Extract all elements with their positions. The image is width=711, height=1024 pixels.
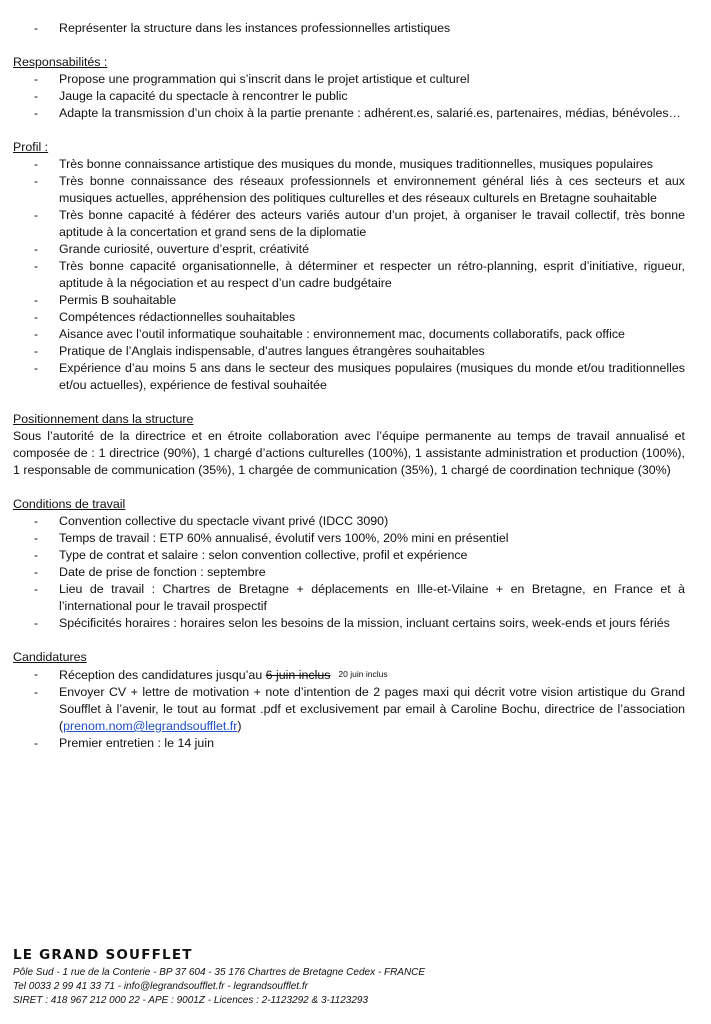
list-item (13, 173, 685, 207)
section-heading: Conditions de travail (13, 497, 126, 511)
list-item-text: Pratique de l’Anglais indispensable, d’autres langues étrangères souhaitables (59, 344, 485, 358)
list-item-text: Expérience d’au moins 5 ans dans le secteur des musiques populaires (musiques du monde et/ou traditionnelles et/ou actuelles), expérience de festival souhaitée (59, 361, 685, 392)
footer-address: Pôle Sud - 1 rue de la Conterie - BP 37 604 - 35 176 Chartres de Bretagne Cedex - FRANCE (13, 967, 426, 978)
list-item (13, 343, 685, 360)
footer-contact: Tel 0033 2 99 41 33 71 - info@legrandsoufflet.fr - legrandsoufflet.fr (13, 981, 308, 992)
list-item (13, 684, 685, 735)
dash-bullet: - (34, 344, 39, 358)
list-item-text: Spécificités horaires : horaires selon les besoins de la mission, incluant certains soirs, week-ends et jours fériés (59, 616, 670, 630)
list-item (13, 530, 685, 547)
section-heading: Candidatures (13, 650, 87, 664)
dash-bullet: - (34, 667, 39, 681)
profil-list (13, 156, 685, 394)
dash-bullet: - (34, 685, 39, 699)
dash-bullet: - (34, 174, 39, 188)
dash-bullet: - (34, 157, 39, 171)
dash-bullet: - (34, 208, 39, 222)
section-profil (13, 139, 685, 394)
dash-bullet: - (34, 514, 39, 528)
list-item (13, 615, 685, 632)
section-candidatures (13, 649, 685, 752)
list-item (13, 309, 685, 326)
dash-bullet: - (34, 106, 39, 120)
dash-bullet: - (34, 361, 39, 375)
list-item (13, 20, 685, 37)
envoi-suffix: ) (237, 719, 242, 733)
list-item (13, 241, 685, 258)
list-item-text: Propose une programmation qui s’inscrit dans le projet artistique et culturel (59, 72, 470, 86)
section-responsabilites (13, 54, 685, 122)
email-link[interactable]: prenom.nom@legrandsoufflet.fr (63, 719, 238, 733)
list-item (13, 735, 685, 752)
dash-bullet: - (34, 310, 39, 324)
list-item (13, 513, 685, 530)
list-item-text: Très bonne capacité organisationnelle, à déterminer et respecter un rétro-planning, esprit d’initiative, rigueur, aptitude à la négociation et au respect d’un cadre budgétaire (59, 259, 685, 290)
dash-bullet: - (34, 72, 39, 86)
section-heading: Positionnement dans la structure (13, 412, 194, 426)
dash-bullet: - (34, 293, 39, 307)
dash-bullet: - (34, 531, 39, 545)
list-item-text: Aisance avec l’outil informatique souhaitable : environnement mac, documents collaboratifs, pack office (59, 327, 625, 341)
footer (13, 946, 685, 1008)
list-item-text: Compétences rédactionnelles souhaitables (59, 310, 296, 324)
list-item-text: Très bonne connaissance artistique des musiques du monde, musiques traditionnelles, musiques populaires (59, 157, 653, 171)
dash-bullet: - (34, 327, 39, 341)
dash-bullet: - (34, 616, 39, 630)
dash-bullet: - (34, 736, 39, 750)
list-item-text: Très bonne connaissance des réseaux professionnels et environnement général liés à ces secteurs et aux musiques actuelles, appréhension des politiques culturelles et des réseaux culturels en Bretagne souhaitable (59, 174, 685, 205)
dash-bullet: - (34, 89, 39, 103)
list-item (13, 258, 685, 292)
dash-bullet: - (34, 582, 39, 596)
list-item-text: Représenter la structure dans les instances professionnelles artistiques (59, 21, 451, 35)
list-item-text: Date de prise de fonction : septembre (59, 565, 266, 579)
list-item (13, 547, 685, 564)
section-positionnement (13, 411, 685, 479)
conditions-list (13, 513, 685, 632)
list-item (13, 292, 685, 309)
list-item (13, 326, 685, 343)
list-item-text: Jauge la capacité du spectacle à rencontrer le public (59, 89, 348, 103)
envoi-text: Envoyer CV + lettre de motivation + note d’intention de 2 pages maxi qui décrit votre vision artistique du Grand Soufflet à l’avenir, le tout au format .pdf et exclusivement par email à Caroline Bochu, directrice de l’association ( (59, 685, 685, 733)
list-item (13, 564, 685, 581)
positionnement-paragraph: Sous l’autorité de la directrice et en étroite collaboration avec l’équipe permanente au temps de travail annualisé et composée de : 1 directrice (90%), 1 chargé d’actions culturelles (100%), 1 assistante administration et production (100%), 1 responsable de communication (35%), 1 chargée de communication (35%), 1 chargé de coordination technique (30%) (13, 429, 685, 477)
list-item (13, 360, 685, 394)
section-heading: Profil : (13, 140, 49, 154)
candidatures-list (13, 666, 685, 752)
list-item-text: Très bonne capacité à fédérer des acteurs variés autour d’un projet, à organiser le travail collectif, très bonne aptitude à la concertation et grand sens de la diplomatie (59, 208, 685, 239)
list-item (13, 666, 685, 684)
responsabilites-list (13, 71, 685, 122)
list-item (13, 105, 685, 122)
list-item (13, 156, 685, 173)
struck-date: 6 juin inclus (265, 668, 331, 682)
handwritten-correction: 20 juin inclus (338, 669, 388, 679)
dash-bullet: - (34, 242, 39, 256)
list-item (13, 207, 685, 241)
list-item-text: Convention collective du spectacle vivant privé (IDCC 3090) (59, 514, 389, 528)
dash-bullet: - (34, 259, 39, 273)
list-item (13, 88, 685, 105)
dash-bullet: - (34, 565, 39, 579)
list-item-text: Grande curiosité, ouverture d’esprit, créativité (59, 242, 309, 256)
list-item-text: Type de contrat et salaire : selon convention collective, profil et expérience (59, 548, 468, 562)
document-body (13, 20, 685, 752)
section-heading: Responsabilités : (13, 55, 108, 69)
reception-text: Réception des candidatures jusqu’au (59, 668, 263, 682)
top-list (13, 20, 685, 37)
list-item-text: Adapte la transmission d’un choix à la partie prenante : adhérent.es, salarié.es, partenaires, médias, bénévoles… (59, 106, 681, 120)
list-item-text: Lieu de travail : Chartres de Bretagne + déplacements en Ille-et-Vilaine + en Bretagne, en France et à l’international pour le travail prospectif (59, 582, 685, 613)
list-item-text: Permis B souhaitable (59, 293, 177, 307)
list-item (13, 71, 685, 88)
brand-logo-text: LE GRAND SOUFFLET (13, 947, 193, 963)
dash-bullet: - (34, 548, 39, 562)
list-item-text: Premier entretien : le 14 juin (59, 736, 214, 750)
dash-bullet: - (34, 21, 39, 35)
footer-legal: SIRET : 418 967 212 000 22 - APE : 9001Z - Licences : 2-1123292 & 3-1123293 (13, 995, 369, 1006)
list-item (13, 581, 685, 615)
section-conditions (13, 496, 685, 632)
list-item-text: Temps de travail : ETP 60% annualisé, évolutif vers 100%, 20% mini en présentiel (59, 531, 509, 545)
